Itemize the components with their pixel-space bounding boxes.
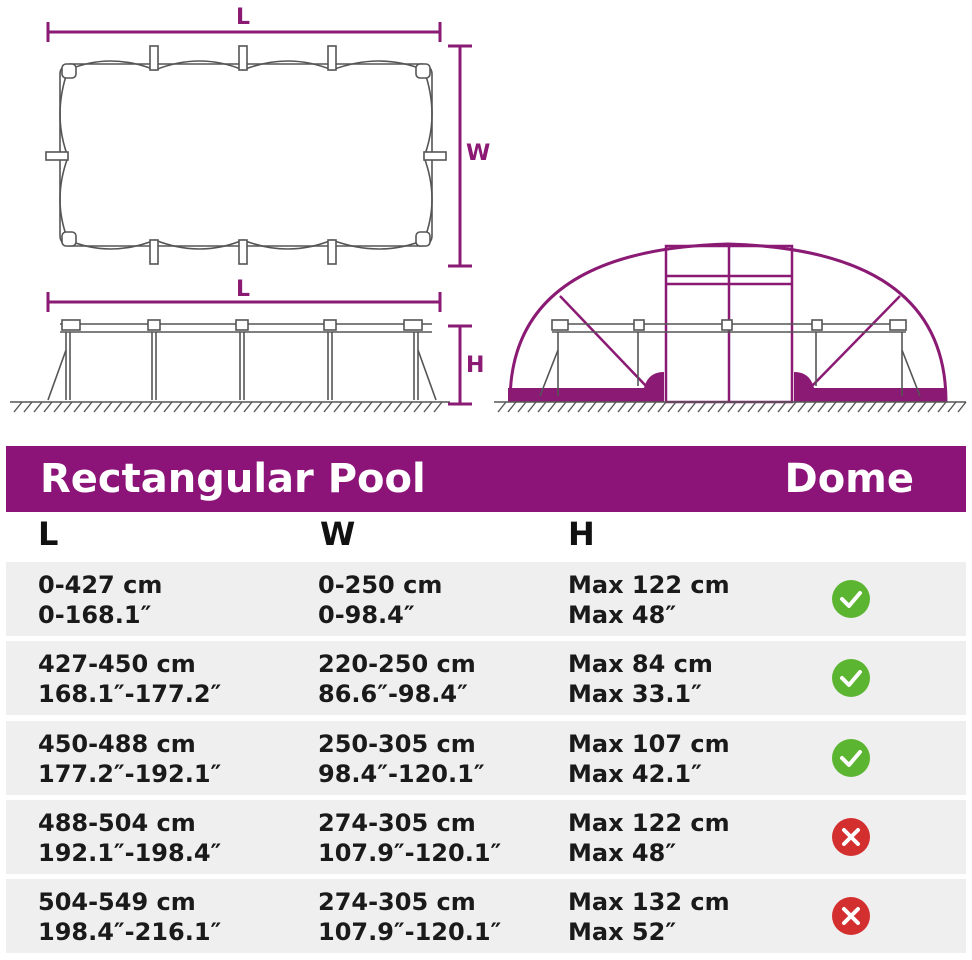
cell-h-line1: Max 122 cm bbox=[568, 571, 730, 599]
width-label: W bbox=[466, 141, 491, 166]
table-row bbox=[6, 800, 966, 874]
cell-l-line2: 192.1″-198.4″ bbox=[38, 839, 222, 867]
cell-w-line2: 98.4″-120.1″ bbox=[318, 760, 485, 788]
cell-w-line1: 0-250 cm bbox=[318, 571, 443, 599]
cell-l-line1: 504-549 cm bbox=[38, 888, 196, 916]
cell-w-line2: 86.6″-98.4″ bbox=[318, 680, 468, 708]
cell-w-line1: 220-250 cm bbox=[318, 650, 476, 678]
height-label: H bbox=[466, 353, 485, 378]
cell-w-line2: 107.9″-120.1″ bbox=[318, 918, 502, 946]
title-banner bbox=[6, 446, 966, 512]
ground-right bbox=[494, 402, 966, 412]
cell-h-line1: Max 84 cm bbox=[568, 650, 713, 678]
cell-l-line1: 427-450 cm bbox=[38, 650, 196, 678]
cell-w-line1: 274-305 cm bbox=[318, 809, 476, 837]
cell-w-line2: 0-98.4″ bbox=[318, 601, 415, 629]
cell-h bbox=[568, 570, 730, 630]
cell-l bbox=[38, 808, 221, 868]
cell-l bbox=[38, 570, 162, 630]
cell-l-line2: 168.1″-177.2″ bbox=[38, 680, 222, 708]
cell-h bbox=[568, 649, 713, 709]
cell-h-line2: Max 33.1″ bbox=[568, 680, 702, 708]
x-circle-icon bbox=[831, 896, 871, 936]
header-length: L bbox=[38, 515, 59, 553]
cell-w bbox=[318, 808, 501, 868]
header-height: H bbox=[568, 515, 595, 553]
cell-l bbox=[38, 729, 221, 789]
cell-h-line1: Max 122 cm bbox=[568, 809, 730, 837]
length-label-side: L bbox=[236, 277, 251, 302]
cell-h bbox=[568, 808, 730, 868]
cell-l-line2: 0-168.1″ bbox=[38, 601, 152, 629]
cell-w-line1: 274-305 cm bbox=[318, 888, 476, 916]
table-row bbox=[6, 879, 966, 953]
cell-w bbox=[318, 887, 501, 947]
check-circle-icon bbox=[831, 579, 871, 619]
cell-h-line2: Max 52″ bbox=[568, 918, 677, 946]
side-view bbox=[48, 320, 436, 400]
cell-h-line2: Max 48″ bbox=[568, 839, 677, 867]
cell-l-line1: 0-427 cm bbox=[38, 571, 163, 599]
cell-h-line2: Max 48″ bbox=[568, 601, 677, 629]
dome-view bbox=[508, 244, 946, 402]
cell-l bbox=[38, 887, 221, 947]
cell-w bbox=[318, 729, 485, 789]
check-circle-icon bbox=[831, 658, 871, 698]
banner-title: Rectangular Pool bbox=[40, 456, 426, 502]
cell-w-line1: 250-305 cm bbox=[318, 730, 476, 758]
cell-h-line2: Max 42.1″ bbox=[568, 760, 702, 788]
x-circle-icon bbox=[831, 817, 871, 857]
table-row bbox=[6, 721, 966, 795]
top-view bbox=[46, 46, 446, 264]
table-row bbox=[6, 641, 966, 715]
table-row bbox=[6, 562, 966, 636]
header-width: W bbox=[320, 515, 356, 553]
check-circle-icon bbox=[831, 738, 871, 778]
cell-l bbox=[38, 649, 221, 709]
length-label-top: L bbox=[236, 5, 251, 30]
cell-w-line2: 107.9″-120.1″ bbox=[318, 839, 502, 867]
cell-l-line1: 488-504 cm bbox=[38, 809, 196, 837]
cell-h-line1: Max 132 cm bbox=[568, 888, 730, 916]
cell-w bbox=[318, 649, 476, 709]
cell-h bbox=[568, 729, 730, 789]
pool-diagram bbox=[0, 0, 972, 440]
cell-l-line2: 198.4″-216.1″ bbox=[38, 918, 222, 946]
banner-dome-label: Dome bbox=[784, 456, 914, 502]
cell-w bbox=[318, 570, 442, 630]
cell-l-line2: 177.2″-192.1″ bbox=[38, 760, 222, 788]
cell-h bbox=[568, 887, 730, 947]
cell-l-line1: 450-488 cm bbox=[38, 730, 196, 758]
ground-left bbox=[10, 402, 450, 412]
cell-h-line1: Max 107 cm bbox=[568, 730, 730, 758]
